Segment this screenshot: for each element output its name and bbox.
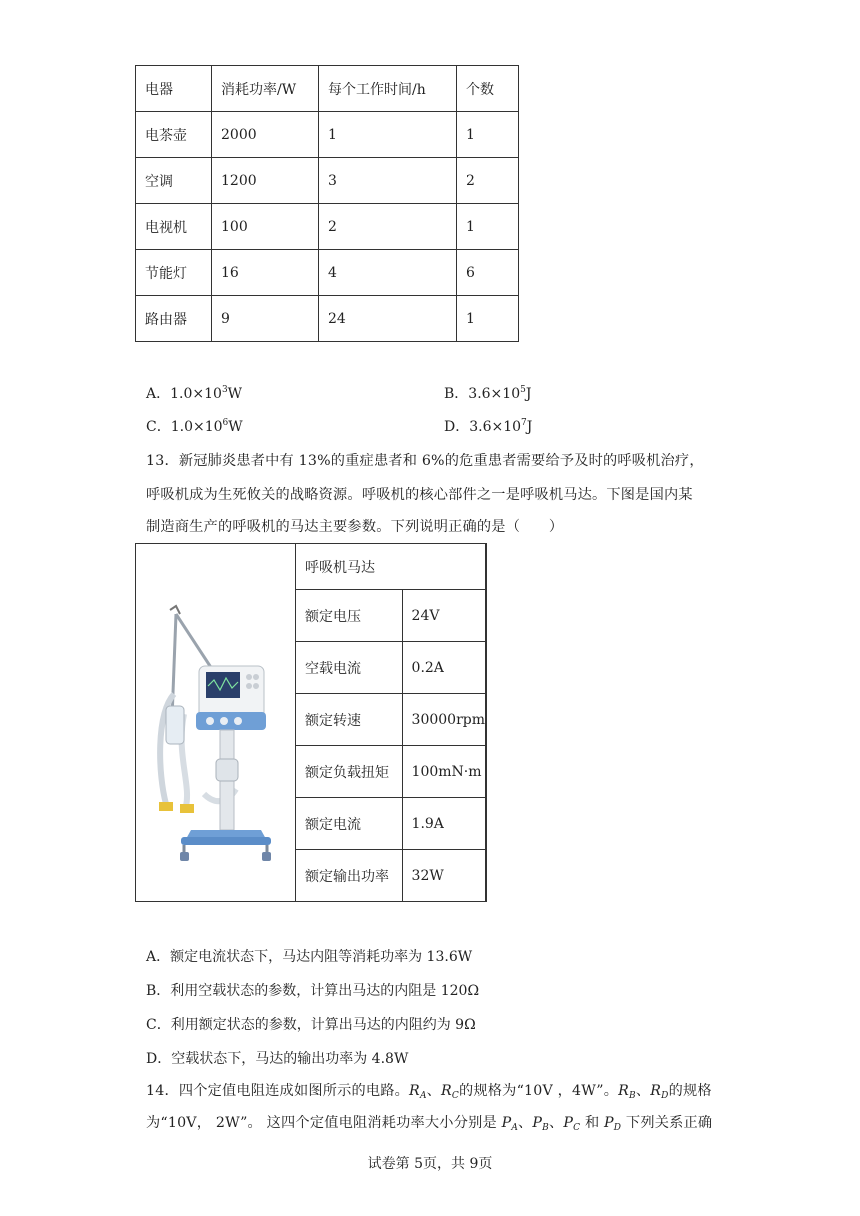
spec-label: 额定电压 <box>296 590 403 642</box>
motor-spec-table <box>295 543 486 902</box>
spec-value: 1.9A <box>402 798 485 850</box>
ventilator-photo <box>136 544 296 901</box>
table-cell: 24 <box>319 296 457 342</box>
table-row <box>136 204 519 250</box>
table-cell: 2 <box>319 204 457 250</box>
q13-stem-line-1: 13．新冠肺炎患者中有 13%的重症患者和 6%的危重患者需要给予及时的呼吸机治疗， <box>146 453 704 469</box>
q13-option-b: B．利用空载状态的参数，计算出马达的内阻是 120Ω <box>146 983 480 999</box>
header-cell: 个数 <box>457 66 519 112</box>
table-row <box>136 296 519 342</box>
table-cell: 1 <box>457 204 519 250</box>
spec-value: 100mN·m <box>402 746 485 798</box>
table-cell: 节能灯 <box>136 250 212 296</box>
q14-stem-line-2: 为“10V， 2W”。 这四个定值电阻消耗功率大小分别是 $P_A$、$P_B$、$P_C$ 和 $P_D$ 下列关系正确 <box>146 1115 713 1133</box>
table-row <box>296 642 486 694</box>
table-cell: 3 <box>319 158 457 204</box>
table-cell: 16 <box>212 250 319 296</box>
table-row <box>296 746 486 798</box>
header-cell: 消耗功率/W <box>212 66 319 112</box>
table-cell: 电视机 <box>136 204 212 250</box>
q14-stem-line-1: 14．四个定值电阻连成如图所示的电路。$R_A$、$R_C$的规格为“10V ，4W”。$R_B$、$R_D$的规格 <box>146 1083 712 1101</box>
table-cell: 路由器 <box>136 296 212 342</box>
table-row <box>136 158 519 204</box>
q13-option-d: D．空载状态下，马达的输出功率为 4.8W <box>146 1051 409 1067</box>
table-row <box>296 590 486 642</box>
table-row <box>296 798 486 850</box>
spec-label: 额定输出功率 <box>296 850 403 902</box>
table-cell: 2 <box>457 158 519 204</box>
table-cell: 1 <box>457 112 519 158</box>
table-cell: 1 <box>319 112 457 158</box>
table-header-row <box>136 66 519 112</box>
spec-value: 30000rpm <box>402 694 485 746</box>
spec-label: 额定转速 <box>296 694 403 746</box>
table-cell: 2000 <box>212 112 319 158</box>
page-footer: 试卷第 5页，共 9页 <box>367 1156 493 1172</box>
table-row <box>296 544 486 590</box>
table-cell: 6 <box>457 250 519 296</box>
motor-spec-figure <box>135 543 487 902</box>
q12-option-a: A．$1.0\times 10^3W$ <box>146 385 243 402</box>
table-cell: 空调 <box>136 158 212 204</box>
header-cell: 电器 <box>136 66 212 112</box>
spec-label: 空载电流 <box>296 642 403 694</box>
spec-value: 0.2A <box>402 642 485 694</box>
q13-stem-line-2: 呼吸机成为生死攸关的战略资源。呼吸机的核心部件之一是呼吸机马达。下图是国内某 <box>146 487 693 503</box>
table-cell: 1 <box>457 296 519 342</box>
spec-title: 呼吸机马达 <box>296 544 486 590</box>
ventilator-icon <box>136 544 295 901</box>
table-cell: 4 <box>319 250 457 296</box>
table-cell: 电茶壶 <box>136 112 212 158</box>
table-row <box>296 850 486 902</box>
q12-option-b: B．$3.6\times 10^5J$ <box>444 385 532 402</box>
spec-value: 32W <box>402 850 485 902</box>
q13-option-a: A．额定电流状态下，马达内阻等消耗功率为 13.6W <box>146 949 473 965</box>
q13-stem-line-3: 制造商生产的呼吸机的马达主要参数。下列说明正确的是（ ） <box>146 519 564 535</box>
table-row <box>296 694 486 746</box>
spec-label: 额定负载扭矩 <box>296 746 403 798</box>
table-cell: 1200 <box>212 158 319 204</box>
spec-value: 24V <box>402 590 485 642</box>
appliance-power-table <box>135 65 519 342</box>
spec-label: 额定电流 <box>296 798 403 850</box>
table-cell: 9 <box>212 296 319 342</box>
table-row <box>136 250 519 296</box>
table-cell: 100 <box>212 204 319 250</box>
q13-option-c: C．利用额定状态的参数，计算出马达的内阻约为 9Ω <box>146 1017 476 1033</box>
table-row <box>136 112 519 158</box>
q12-option-c: C．$1.0\times 10^6W$ <box>146 418 243 435</box>
header-cell: 每个工作时间/h <box>319 66 457 112</box>
q12-option-d: D．$3.6\times 10^7J$ <box>444 418 533 435</box>
